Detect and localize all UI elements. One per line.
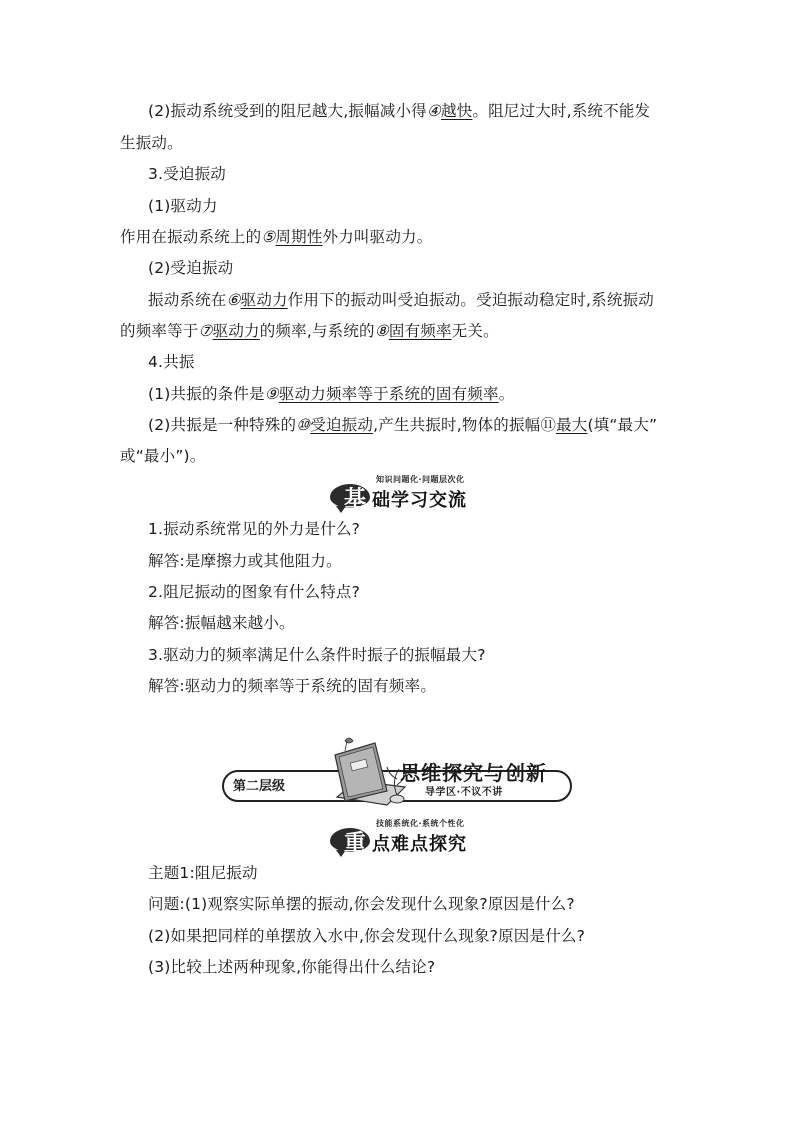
level-title: 思维探究与创新	[400, 761, 547, 785]
text-segment: 。阻尼过大时,系统不能发	[472, 102, 651, 120]
text-segment: 4.共振	[148, 353, 195, 371]
text-line	[120, 132, 183, 154]
text-segment: 或“最小”)。	[120, 447, 206, 465]
text-line	[148, 675, 436, 697]
answer-blank: 越快	[441, 102, 473, 120]
text-line	[120, 320, 499, 342]
answer-blank: 驱动力	[212, 322, 260, 340]
text-segment: 外力叫驱动力。	[322, 228, 433, 246]
level-banner	[222, 735, 574, 807]
text-line	[148, 163, 226, 185]
blank-number: ⑩	[296, 416, 311, 434]
text-segment: 的频率,与系统的	[259, 322, 375, 340]
text-segment: (2)受迫振动	[148, 259, 234, 277]
banner-title: 点难点探究	[372, 834, 467, 855]
banner-first-char: 基	[344, 487, 367, 512]
text-segment: (3)比较上述两种现象,你能得出什么结论?	[148, 958, 436, 976]
level-subtitle: 导学区·不议不讲	[425, 787, 503, 798]
banner-tagline: 技能系统化·系统个性化	[376, 819, 465, 828]
text-segment: 主题1:阻尼振动	[148, 864, 258, 882]
text-segment: 问题:(1)观察实际单摆的振动,你会发现什么现象?原因是什么?	[148, 895, 575, 913]
text-segment: 的频率等于	[120, 322, 199, 340]
text-line	[148, 893, 575, 915]
text-line	[148, 351, 195, 373]
text-line	[148, 581, 360, 603]
section-banner-basic	[330, 475, 470, 512]
text-segment: 生振动。	[120, 134, 183, 152]
text-line	[148, 257, 233, 279]
text-segment: (1)共振的条件是	[148, 385, 265, 403]
text-line	[148, 195, 218, 217]
blank-number: ⑨	[264, 385, 279, 403]
text-segment: 作用在振动系统上的	[120, 228, 262, 246]
banner-title: 础学习交流	[372, 490, 467, 511]
text-segment: (填“最大”	[587, 416, 658, 434]
section-banner-key	[330, 819, 470, 856]
answer-blank: 固有频率	[388, 322, 452, 340]
blank-number: ⑤	[261, 228, 276, 246]
text-line	[148, 414, 657, 436]
text-segment: (2)共振是一种特殊的	[148, 416, 297, 434]
text-line	[120, 226, 432, 248]
text-segment: 1.振动系统常见的外力是什么?	[148, 520, 361, 538]
text-segment: (2)如果把同样的单摆放入水中,你会发现什么现象?原因是什么?	[148, 927, 586, 945]
blank-number: ⑥	[226, 291, 241, 309]
text-segment: 3.驱动力的频率满足什么条件时振子的振幅最大?	[148, 646, 486, 664]
blank-number: ⑦	[198, 322, 213, 340]
blank-number: ④	[426, 102, 441, 120]
text-line	[148, 644, 486, 666]
text-line	[148, 956, 435, 978]
text-segment: ⑪	[540, 416, 557, 434]
text-line	[120, 445, 206, 467]
text-line	[148, 612, 295, 634]
book-plant-icon	[317, 735, 412, 807]
answer-blank: 受迫振动	[310, 416, 374, 434]
answer-blank: 周期性	[275, 228, 323, 246]
level-label: 第二层级	[232, 779, 285, 794]
text-segment: 振动系统在	[148, 291, 227, 309]
text-line	[148, 925, 585, 947]
answer-blank: 驱动力频率等于系统的固有频率	[278, 385, 499, 403]
text-line	[148, 862, 258, 884]
text-segment: 解答:是摩擦力或其他阻力。	[148, 552, 342, 570]
text-segment: 解答:驱动力的频率等于系统的固有频率。	[148, 677, 437, 695]
text-line	[148, 289, 654, 311]
text-segment: ,产生共振时,物体的振幅	[373, 416, 541, 434]
text-segment: 无关。	[451, 322, 499, 340]
text-segment: 解答:振幅越来越小。	[148, 614, 295, 632]
text-line	[148, 550, 342, 572]
text-segment: (2)振动系统受到的阻尼越大,振幅减小得	[148, 102, 427, 120]
text-segment: 作用下的振动叫受迫振动。受迫振动稳定时,系统振动	[287, 291, 654, 309]
text-segment: 3.受迫振动	[148, 165, 226, 183]
text-line	[148, 100, 650, 122]
answer-blank: 驱动力	[240, 291, 288, 309]
text-segment: 。	[498, 385, 515, 403]
banner-first-char: 重	[344, 831, 367, 856]
text-segment: (1)驱动力	[148, 197, 218, 215]
banner-tagline: 知识问题化·问题层次化	[376, 475, 465, 484]
text-segment: 2.阻尼振动的图象有什么特点?	[148, 583, 361, 601]
blank-number: ⑧	[374, 322, 389, 340]
text-line	[148, 383, 514, 405]
text-line	[148, 518, 360, 540]
answer-blank: 最大	[556, 416, 588, 434]
